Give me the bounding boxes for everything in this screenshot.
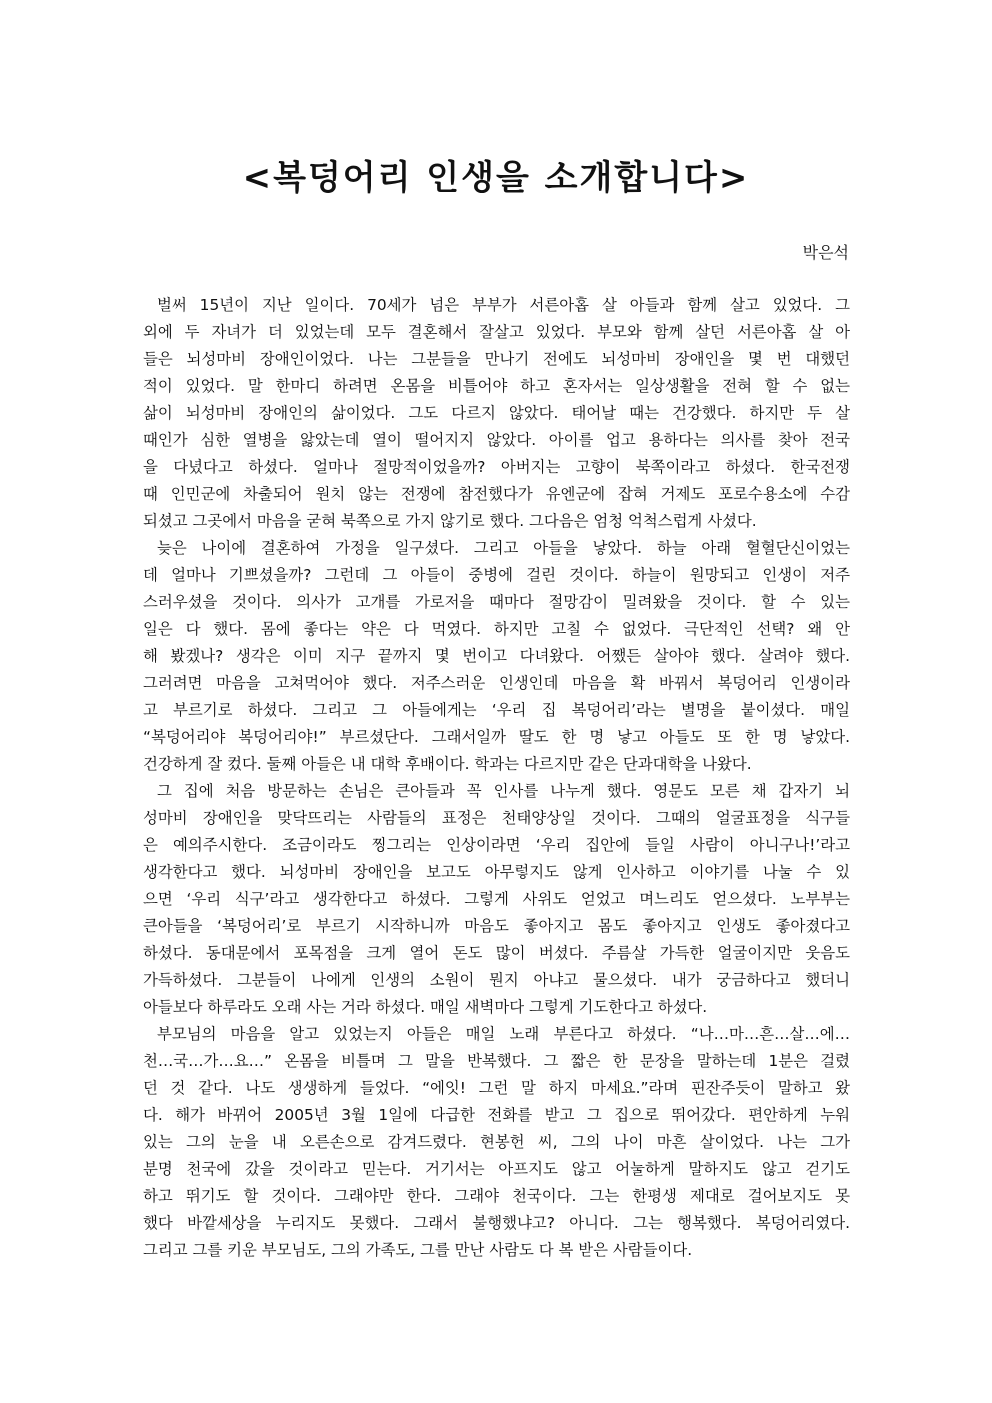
- text-line: 해 봤겠나? 생각은 이미 지구 끝까지 몇 번이고 다녀왔다. 어쨌든 살아야 했다. 살려야 했다.: [143, 647, 850, 665]
- text-line: 건강하게 잘 컸다. 둘째 아들은 내 대학 후배이다. 학과는 다르지만 같은 단과대학을 나왔다.: [143, 755, 752, 773]
- text-line: 으면 ‘우리 식구’라고 생각한다고 하셨다. 그렇게 사위도 얻었고 며느리도 얻으셨다. 노부부는: [143, 890, 850, 908]
- text-line: 늦은 나이에 결혼하여 가정을 일구셨다. 그리고 아들을 낳았다. 하늘 아래 혈혈단신이었는: [157, 539, 850, 557]
- author-name: 박은석: [802, 243, 849, 262]
- text-line: 되셨고 그곳에서 마음을 굳혀 북쪽으로 가지 않기로 했다. 그다음은 엄청 억척스럽게 사셨다.: [143, 512, 757, 530]
- text-line: 은 예의주시한다. 조금이라도 찡그리는 인상이라면 ‘우리 집안에 들일 사람이 아니구나!’라고: [143, 836, 850, 854]
- text-line: 데 얼마나 기쁘셨을까? 그런데 그 아들이 중병에 걸린 것이다. 하늘이 원망되고 인생이 저주: [143, 566, 850, 584]
- text-line: 을 다녔다고 하셨다. 얼마나 절망적이었을까? 아버지는 고향이 북쪽이라고 하셨다. 한국전쟁: [143, 458, 850, 476]
- text-line: 하셨다. 동대문에서 포목점을 크게 열어 돈도 많이 버셨다. 주름살 가득한 얼굴이지만 웃음도: [143, 944, 850, 962]
- text-line: 적이 있었다. 말 한마디 하려면 온몸을 비틀어야 하고 혼자서는 일상생활을 전혀 할 수 없는: [143, 377, 850, 395]
- text-line: 그 집에 처음 방문하는 손님은 큰아들과 꼭 인사를 나누게 했다. 영문도 모른 채 갑자기 뇌: [157, 782, 850, 800]
- text-line: 던 것 같다. 나도 생생하게 들었다. “에잇! 그런 말 하지 마세요.”라며 핀잔주듯이 말하고 왔: [143, 1079, 850, 1097]
- text-line: 다. 해가 바뀌어 2005년 3월 1일에 다급한 전화를 받고 그 집으로 뛰어갔다. 편안하게 누워: [143, 1106, 850, 1124]
- text-line: 성마비 장애인을 맞닥뜨리는 사람들의 표정은 천태양상일 것이다. 그때의 얼굴표정을 식구들: [143, 809, 850, 827]
- text-line: 부모님의 마음을 알고 있었는지 아들은 매일 노래 부른다고 하셨다. “나…마…흔…살…에…: [157, 1025, 850, 1043]
- text-line: 때인가 심한 열병을 앓았는데 열이 떨어지지 않았다. 아이를 업고 용하다는 의사를 찾아 전국: [143, 431, 850, 449]
- text-line: 고 부르기로 하셨다. 그리고 그 아들에게는 ‘우리 집 복덩어리’라는 별명을 붙이셨다. 매일: [143, 701, 850, 719]
- text-line: 분명 천국에 갔을 것이라고 믿는다. 거기서는 아프지도 않고 어눌하게 말하지도 않고 걷기도: [143, 1160, 850, 1178]
- text-line: 벌써 15년이 지난 일이다. 70세가 넘은 부부가 서른아홉 살 아들과 함께 살고 있었다. 그: [157, 296, 850, 314]
- text-line: “복덩어리야 복덩어리야!” 부르셨단다. 그래서일까 딸도 한 명 낳고 아들도 또 한 명 낳았다.: [143, 728, 850, 746]
- text-line: 일은 다 했다. 몸에 좋다는 약은 다 먹였다. 하지만 고칠 수 없었다. 극단적인 선택? 왜 안: [143, 620, 850, 638]
- document-title: <복덩어리 인생을 소개합니다>: [242, 158, 750, 198]
- essay-body: [143, 292, 850, 1264]
- text-line: 가득하셨다. 그분들이 나에게 인생의 소원이 뭔지 아냐고 물으셨다. 내가 궁금하다고 했더니: [143, 971, 850, 989]
- text-line: 들은 뇌성마비 장애인이었다. 나는 그분들을 만나기 전에도 뇌성마비 장애인을 몇 번 대했던: [143, 350, 850, 368]
- text-line: 했다 바깥세상을 누리지도 못했다. 그래서 불행했냐고? 아니다. 그는 행복했다. 복덩어리였다.: [143, 1214, 850, 1232]
- text-line: 아들보다 하루라도 오래 사는 거라 하셨다. 매일 새벽마다 그렇게 기도한다고 하셨다.: [143, 998, 708, 1016]
- text-line: 천…국…가…요…” 온몸을 비틀며 그 말을 반복했다. 그 짧은 한 문장을 말하는데 1분은 걸렸: [143, 1052, 850, 1070]
- text-line: 생각한다고 했다. 뇌성마비 장애인을 보고도 아무렇지도 않게 인사하고 이야기를 나눌 수 있: [143, 863, 850, 881]
- text-line: 그리고 그를 키운 부모님도, 그의 가족도, 그를 만난 사람도 다 복 받은 사람들이다.: [143, 1241, 693, 1259]
- text-line: 하고 뛰기도 할 것이다. 그래야만 한다. 그래야 천국이다. 그는 한평생 제대로 걸어보지도 못: [143, 1187, 850, 1205]
- text-line: 외에 두 자녀가 더 있었는데 모두 결혼해서 잘살고 있었다. 부모와 함께 살던 서른아홉 살 아: [143, 323, 850, 341]
- text-line: 그러려면 마음을 고쳐먹어야 했다. 저주스러운 인생인데 마음을 확 바꿔서 복덩어리 인생이라: [143, 674, 850, 692]
- text-line: 있는 그의 눈을 내 오른손으로 감겨드렸다. 현봉헌 씨, 그의 나이 마흔 살이었다. 나는 그가: [143, 1133, 850, 1151]
- text-line: 때 인민군에 차출되어 원치 않는 전쟁에 참전했다가 유엔군에 잡혀 거제도 포로수용소에 수감: [143, 485, 850, 503]
- text-line: 스러우셨을 것이다. 의사가 고개를 가로저을 때마다 절망감이 밀려왔을 것이다. 할 수 있는: [143, 593, 850, 611]
- text-line: 큰아들을 ‘복덩어리’로 부르기 시작하니까 마음도 좋아지고 몸도 좋아지고 인생도 좋아졌다고: [143, 917, 850, 935]
- text-line: 삶이 뇌성마비 장애인의 삶이었다. 그도 다르지 않았다. 태어날 때는 건강했다. 하지만 두 살: [143, 404, 850, 422]
